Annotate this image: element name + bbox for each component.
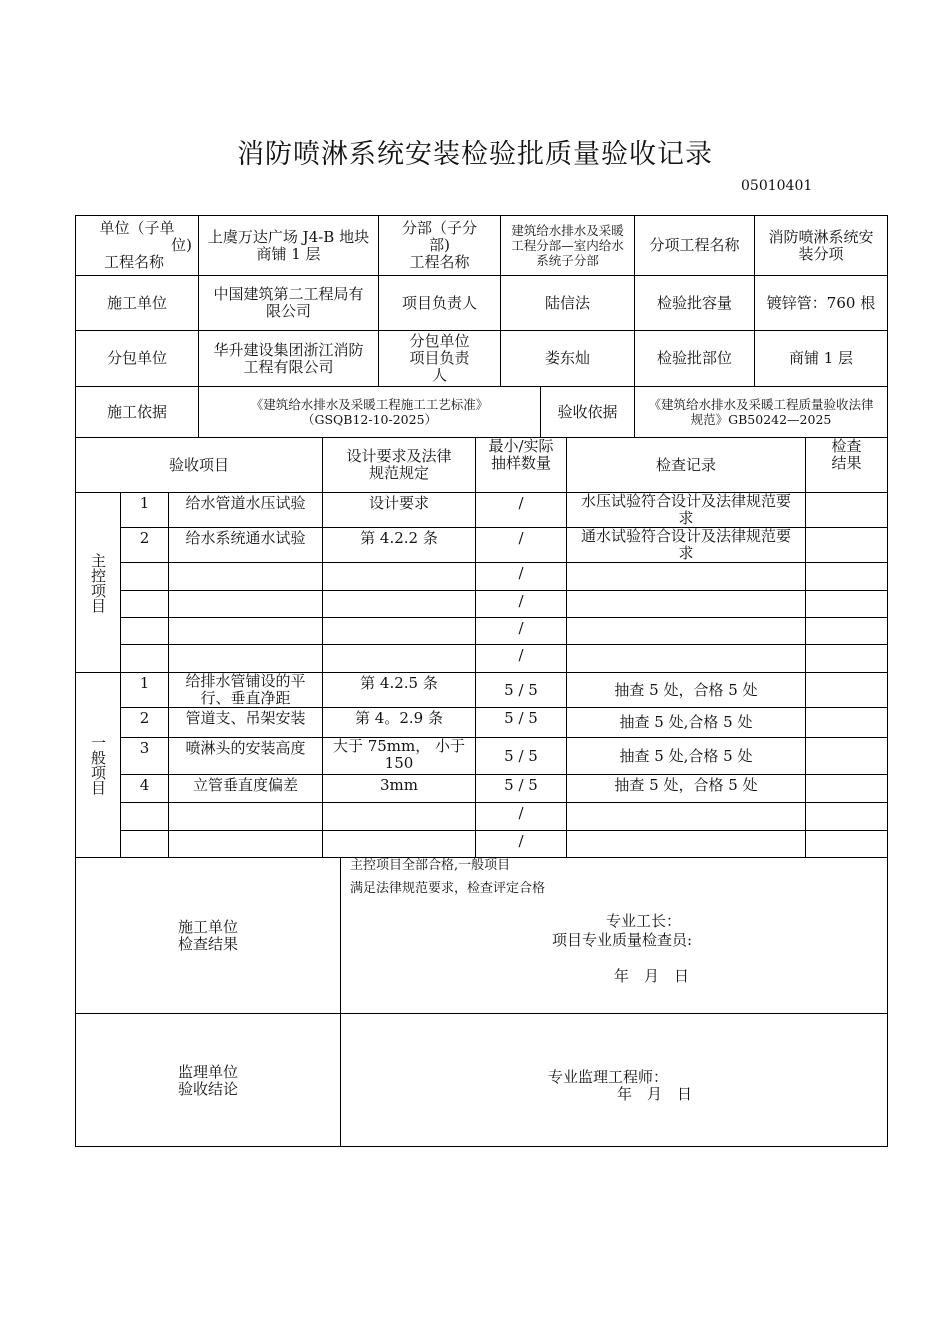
construction-basis-value: 《建筑给水排水及采暖工程施工工艺标准》（GSQB12-10-2025）	[250, 397, 489, 427]
subitem-label: 分项工程名称	[649, 236, 740, 254]
supervision-conclusion-label: 监理单位 验收结论	[177, 1062, 238, 1098]
general-row-4-record: 抽查 5 处，合格 5 处	[614, 776, 758, 794]
general-row-2-result	[806, 708, 887, 737]
general-row-4-item: 立管垂直度偏差	[192, 776, 298, 794]
main-row-1-requirement: 设计要求	[368, 494, 429, 512]
main-row-2-sample: /	[518, 529, 524, 547]
batch-capacity-value: 镀锌管：760 根	[766, 293, 876, 312]
batch-capacity-label: 检验批容量	[656, 293, 732, 312]
project-manager-value: 陆信法	[544, 293, 590, 312]
main-row-2-result	[806, 528, 887, 562]
subcontractor-value: 华升建设集团浙江消防工程有限公司	[213, 340, 364, 376]
general-row-5-sample: /	[518, 804, 524, 822]
general-row-3-item: 喷淋头的安装高度	[185, 739, 306, 757]
general-row-1-requirement: 第 4.2.5 条	[360, 674, 438, 692]
general-row-3-result	[806, 738, 887, 774]
main-row-1-record: 水压试验符合设计及法律规范要求	[580, 492, 791, 527]
project-manager-label: 项目负责人	[401, 293, 477, 312]
batch-location-value: 商铺 1 层	[788, 349, 854, 367]
general-row-4-no: 4	[139, 776, 150, 794]
general-row-1-sample: 5 / 5	[504, 680, 538, 699]
column-header-result: 检查结果	[831, 437, 862, 472]
constructor-label: 施工单位	[106, 293, 167, 312]
main-row-1-item: 给水管道水压试验	[185, 494, 306, 512]
main-row-6-sample: /	[518, 646, 524, 664]
document-number: 05010401	[741, 178, 813, 194]
batch-location-label: 检验批部位	[656, 349, 732, 367]
check-date: 年 月 日	[614, 967, 690, 985]
general-row-2-record: 抽查 5 处,合格 5 处	[619, 713, 753, 731]
main-row-2-requirement: 第 4.2.2 条	[360, 529, 438, 547]
column-header-item: 验收项目	[168, 455, 229, 474]
main-row-5-sample: /	[518, 619, 524, 637]
column-header-requirement: 设计要求及法律规范规定	[346, 447, 452, 482]
supervising-engineer-signature: 专业监理工程师：	[548, 1068, 669, 1086]
general-row-1-no: 1	[139, 674, 150, 692]
construction-basis-label: 施工依据	[106, 402, 167, 421]
main-row-1-sample: /	[518, 494, 524, 512]
main-control-items-label: 主控项目	[89, 552, 107, 613]
unit-project-value: 上虞万达广场 J4-B 地块商铺 1 层	[207, 227, 370, 263]
general-row-2-item: 管道支、吊架安装	[185, 709, 306, 727]
acceptance-basis-label: 验收依据	[557, 402, 618, 421]
general-items-label: 一般项目	[89, 735, 107, 795]
sub-project-manager-label: 分包单位项目负责人	[409, 332, 470, 384]
foreman-signature: 专业工长：	[606, 912, 682, 930]
construction-check-label: 施工单位 检查结果	[177, 917, 238, 953]
general-row-2-sample: 5 / 5	[504, 709, 538, 727]
main-row-2-item: 给水系统通水试验	[185, 529, 306, 547]
subitem-value: 消防喷淋系统安装分项	[768, 227, 874, 263]
constructor-value: 中国建筑第二工程局有限公司	[213, 285, 364, 320]
general-row-3-no: 3	[139, 739, 150, 757]
unit-project-label: 单位（子单 位) 工程名称	[99, 219, 192, 271]
main-row-1-result	[806, 493, 887, 527]
main-row-3-sample: /	[518, 564, 524, 582]
division-value: 建筑给水排水及采暖工程分部—室内给水系统子分部	[511, 223, 624, 268]
general-row-1-item: 给排水管铺设的平行、垂直净距	[185, 672, 306, 707]
quality-inspector-signature: 项目专业质量检查员:	[552, 931, 693, 949]
general-row-6-sample: /	[518, 832, 524, 850]
sub-project-manager-value: 娄东灿	[544, 349, 590, 367]
general-row-3-sample: 5 / 5	[504, 746, 538, 765]
general-row-3-record: 抽查 5 处,合格 5 处	[619, 746, 753, 765]
acceptance-basis-value: 《建筑给水排水及采暖工程质量验收法律规范》GB50242—2025	[648, 397, 874, 427]
general-row-2-requirement: 第 4。2.9 条	[355, 709, 443, 727]
general-row-1-record: 抽查 5 处，合格 5 处	[614, 680, 758, 699]
column-header-sample: 最小/实际抽样数量	[488, 437, 554, 472]
general-row-3-requirement: 大于 75mm， 小于 150	[332, 737, 466, 772]
general-row-1-result	[806, 673, 887, 707]
supervision-date: 年 月 日	[617, 1085, 693, 1103]
general-row-4-result	[806, 775, 887, 802]
construction-check-text-1: 主控项目全部合格,一般项目	[350, 858, 511, 873]
division-label: 分部（子分 部) 工程名称	[401, 219, 477, 271]
page-title: 消防喷淋系统安装检验批质量验收记录	[237, 139, 713, 170]
subcontractor-label: 分包单位	[106, 349, 167, 367]
general-row-4-requirement: 3mm	[380, 776, 418, 794]
main-row-2-record: 通水试验符合设计及法律规范要求	[580, 527, 791, 562]
main-row-2-no: 2	[139, 529, 150, 547]
construction-check-text-2: 满足法律规范要求，检查评定合格	[350, 881, 546, 896]
general-row-4-sample: 5 / 5	[504, 776, 538, 794]
general-row-2-no: 2	[139, 709, 150, 727]
column-header-record: 检查记录	[655, 455, 716, 474]
main-row-4-sample: /	[518, 592, 524, 610]
main-row-1-no: 1	[139, 494, 150, 512]
